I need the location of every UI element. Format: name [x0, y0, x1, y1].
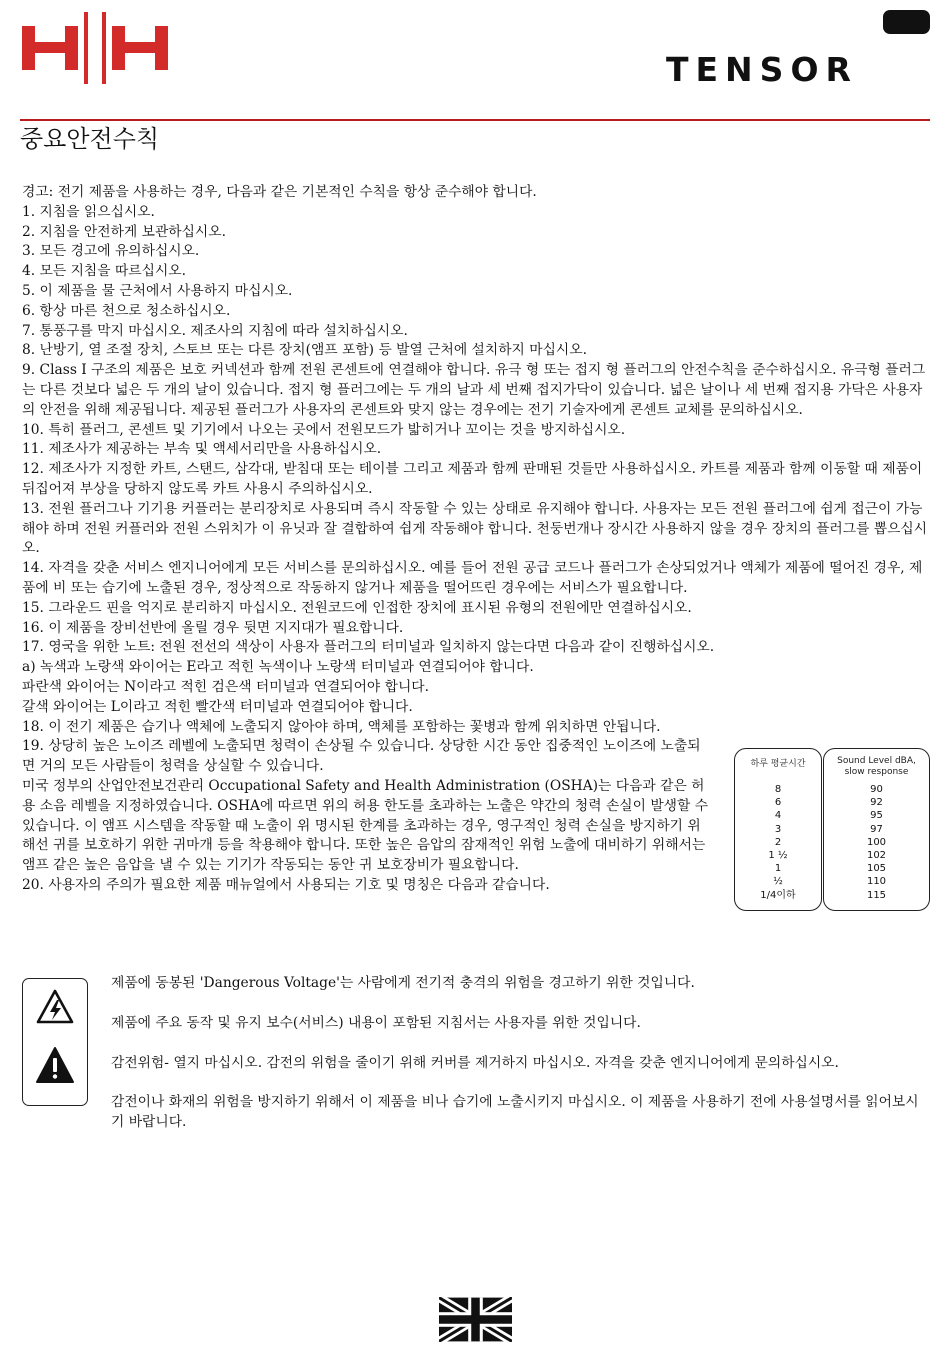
- level-value: 105: [866, 863, 887, 875]
- instruction-item: 8. 난방기, 열 조절 장치, 스토브 또는 다른 장치(앰프 포함) 등 발열 근처에 설치하지 마십시오.: [22, 342, 587, 359]
- instruction-item: 19. 상당히 높은 노이즈 레벨에 노출되면 청력이 손상될 수 있습니다. 상당한 시간 동안 집중적인 노이즈에 노출되면 거의 모든 사람들이 청력을 상실할 수 있습니다.: [22, 738, 701, 775]
- note-fire-hazard: 감전이나 화재의 위험을 방지하기 위해서 이 제품을 비나 습기에 노출시키지 마십시오. 이 제품을 사용하기 전에 사용설명서를 읽어보시기 바랍니다.: [111, 1094, 919, 1131]
- duration-value: 1 ½: [768, 849, 788, 861]
- instruction-item: 파란색 와이어는 N이라고 적힌 검은색 터미널과 연결되어야 합니다.: [22, 678, 430, 695]
- duration-value: 4: [774, 810, 782, 822]
- duration-value: 1: [774, 863, 782, 875]
- level-value: 92: [870, 797, 883, 809]
- level-list: [824, 783, 929, 902]
- instruction-item: 10. 특히 플러그, 콘센트 및 기기에서 나오는 곳에서 전원모드가 밟히거나 꼬이는 것을 방지하십시오.: [22, 421, 626, 438]
- duration-value: 6: [774, 797, 782, 809]
- level-value: 115: [866, 889, 887, 901]
- instruction-item: 20. 사용자의 주의가 필요한 제품 매뉴얼에서 사용되는 기호 및 명칭은 다음과 같습니다.: [22, 876, 550, 893]
- instruction-item: 4. 모든 지침을 따르십시오.: [22, 263, 186, 280]
- level-header: [824, 756, 929, 778]
- level-value: 100: [866, 836, 887, 848]
- instruction-item: 1. 지침을 읽으십시오.: [22, 203, 155, 220]
- instruction-item: 3. 모든 경고에 유의하십시오.: [22, 243, 200, 260]
- title-divider: [20, 119, 930, 121]
- instruction-item: 9. Class I 구조의 제품은 보호 커넥션과 함께 전원 콘센트에 연결해야 합니다. 유극 형 또는 접지 형 플러그의 안전수칙을 준수하십시오. 유극형 플러그는 다른 것보다 넓은 두 개의 날이 있습니다. 접지 형 플러그에는 두 개의 날과 세 번째 접지가닥이 있습니다. 넓은 날이나 세 번째 접지용 가닥은 사용자의 안전을 위해 제공됩니다. 제공된 플러그가 사용자의 콘센트와 맞지 않는 경우에는 전기 기술자에게 콘센트 교체를 문의하십시오.: [22, 362, 926, 418]
- duration-list: [735, 783, 821, 902]
- instruction-item: 12. 제조사가 지정한 카트, 스탠드, 삼각대, 받침대 또는 테이블 그리고 제품과 함께 판매된 것들만 사용하십시오. 카트를 제품과 함께 이동할 때 제품이 뒤집어져 부상을 당하지 않도록 카트 사용시 주의하십시오.: [22, 461, 923, 497]
- symbol-notes: [111, 974, 921, 1133]
- level-header-line: Sound Level dBA,: [837, 756, 916, 766]
- level-header-line: slow response: [844, 767, 909, 777]
- hh-logo: [22, 12, 168, 84]
- instruction-item: 6. 항상 마른 천으로 청소하십시오.: [22, 302, 231, 319]
- instruction-item: 13. 전원 플러그나 기기용 커플러는 분리장치로 사용되며 즉시 작동할 수 있는 상태로 유지해야 합니다. 사용자는 모든 전원 플러그에 쉽게 접근이 가능해야 하며 전원 커플러와 전원 스위치가 이 유닛과 잘 결합하여 쉽게 작동해야 합니다. 천둥번개나 장시간 사용하지 않을 경우 장치의 플러그를 뽑으십시오.: [22, 500, 928, 557]
- corner-tab: [883, 10, 930, 34]
- exclamation-warning-icon: [35, 1045, 75, 1085]
- page-title: 중요안전수칙: [20, 125, 160, 153]
- warning-symbols-box: [22, 978, 88, 1106]
- osha-paragraph: 미국 정부의 산업안전보건관리 Occupational Safety and Health Administration (OSHA)는 다음과 같은 허용 소음 레벨을 지정하였습니다. OSHA에 따르면 위의 허용 한도를 초과하는 노출은 약간의 청력 손실이 발생할 수 있습니다. 이 앰프 시스템을 작동할 때 노출이 위 명시된 한계를 초과하는 경우, 영구적인 청력 손실을 방지하기 위해선 귀를 보호하기 위한 귀마개 등을 착용해야 합니다. 또한 높은 음압의 잠재적인 위험 노출에 대비하기 위해서는 앰프 같은 높은 음압을 낼 수 있는 기기가 작동되는 동안 귀 보호장비가 필요합니다.: [22, 777, 709, 874]
- note-instructions: 제품에 주요 동작 및 유지 보수(서비스) 내용이 포함된 지침서는 사용자를 위한 것입니다.: [111, 1014, 641, 1031]
- level-value: 102: [866, 849, 887, 861]
- warning-intro: 경고: 전기 제품을 사용하는 경우, 다음과 같은 기본적인 수칙을 항상 준수해야 합니다.: [22, 184, 537, 200]
- tensor-logo: TENSOR: [666, 50, 858, 89]
- instruction-item: a) 녹색과 노랑색 와이어는 E라고 적힌 녹색이나 노랑색 터미널과 연결되어야 합니다.: [22, 659, 534, 676]
- level-column: [823, 748, 930, 911]
- duration-header: 하루 평균시간: [750, 759, 806, 769]
- lightning-warning-icon: [35, 987, 75, 1027]
- level-value: 95: [870, 810, 883, 822]
- noise-exposure-table: [734, 748, 932, 913]
- instruction-item: 18. 이 전기 제품은 습기나 액체에 노출되지 않아야 하며, 액체를 포함하는 꽃병과 함께 위치하면 안됩니다.: [22, 718, 661, 735]
- instruction-item: 5. 이 제품을 물 근처에서 사용하지 마십시오.: [22, 282, 293, 299]
- instruction-item: 17. 영국을 위한 노트: 전원 전선의 색상이 사용자 플러그의 터미널과 일치하지 않는다면 다음과 같이 진행하십시오.: [22, 639, 715, 656]
- instruction-item: 14. 자격을 갖춘 서비스 엔지니어에게 모든 서비스를 문의하십시오. 예를 들어 전원 공급 코드나 플러그가 손상되었거나 액체가 제품에 떨어진 경우, 제품에 비 또는 습기에 노출된 경우, 정상적으로 작동하지 않거나 제품을 떨어뜨린 경우에는 서비스가 필요합니다.: [22, 560, 923, 596]
- instruction-item: 16. 이 제품을 장비선반에 올릴 경우 뒷면 지지대가 필요합니다.: [22, 619, 404, 636]
- duration-value: 8: [774, 784, 782, 795]
- note-dangerous-voltage: 제품에 동봉된 'Dangerous Voltage'는 사람에게 전기적 충격의 위험을 경고하기 위한 것입니다.: [111, 975, 695, 991]
- duration-value: ½: [773, 876, 783, 888]
- instruction-item: 갈색 와이어는 L이라고 적힌 빨간색 터미널과 연결되어야 합니다.: [22, 698, 413, 715]
- duration-value: 2: [774, 836, 782, 848]
- instruction-item: 2. 지침을 안전하게 보관하십시오.: [22, 223, 226, 240]
- level-value: 110: [866, 876, 887, 888]
- instruction-item: 15. 그라운드 핀을 억지로 분리하지 마십시오. 전원코드에 인접한 장치에 표시된 유형의 전원에만 연결하십시오.: [22, 599, 692, 616]
- uk-flag-icon: [439, 1297, 512, 1342]
- duration-column: [734, 748, 822, 911]
- level-value: 97: [870, 823, 883, 835]
- noise-section: [22, 718, 712, 876]
- duration-value: 1/4이하: [760, 889, 796, 901]
- instruction-item: 7. 통풍구를 막지 마십시오. 제조사의 지침에 따라 설치하십시오.: [22, 322, 408, 339]
- note-shock-hazard: 감전위험- 열지 마십시오. 감전의 위험을 줄이기 위해 커버를 제거하지 마십시오. 자격을 갖춘 엔지니어에게 문의하십시오.: [111, 1054, 839, 1071]
- duration-value: 3: [774, 823, 782, 835]
- instruction-item: 11. 제조사가 제공하는 부속 및 액세서리만을 사용하십시오.: [22, 441, 382, 458]
- level-value: 90: [870, 784, 883, 795]
